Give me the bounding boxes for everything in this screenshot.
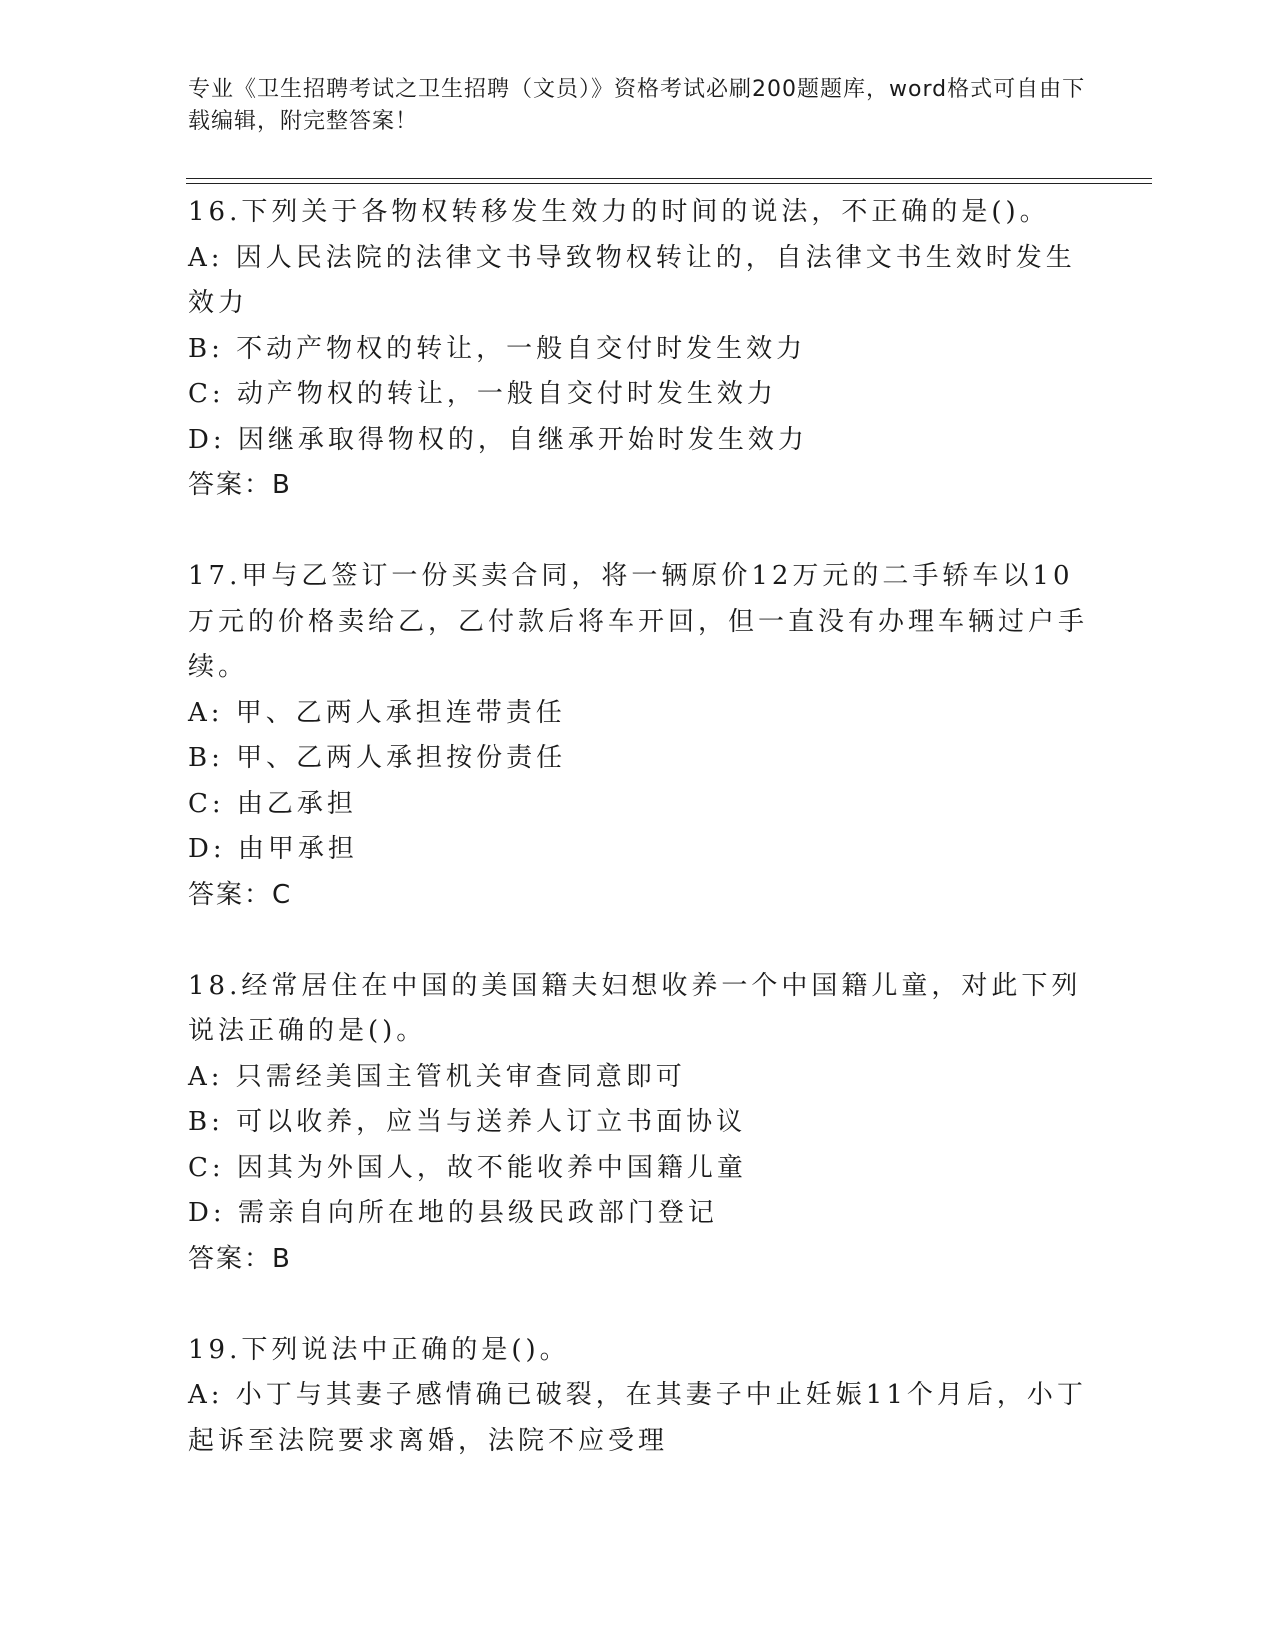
question-stem: 17.甲与乙签订一份买卖合同，将一辆原价12万元的二手轿车以10万元的价格卖给乙，乙付款后将车开回，但一直没有办理车辆过户手续。	[188, 561, 1089, 682]
answer-line: 答案：B	[188, 470, 292, 500]
question-stem: 16.下列关于各物权转移发生效力的时间的说法，不正确的是()。	[188, 197, 1050, 227]
option-a: A: 甲、乙两人承担连带责任	[188, 697, 566, 728]
option-c: C: 因其为外国人，故不能收养中国籍儿童	[188, 1152, 747, 1183]
answer-line: 答案：B	[188, 1243, 292, 1274]
answer-line: 答案：C	[188, 879, 293, 910]
option-b: B: 可以收养，应当与送养人订立书面协议	[188, 1107, 747, 1137]
option-d: D: 需亲自向所在地的县级民政部门登记	[188, 1198, 718, 1228]
option-d: D: 由甲承担	[188, 834, 358, 864]
question-stem: 18.经常居住在中国的美国籍夫妇想收养一个中国籍儿童，对此下列说法正确的是()。	[188, 970, 1082, 1046]
question-spacer	[188, 918, 1088, 964]
question-19	[188, 1328, 1088, 1465]
option-a: A: 因人民法院的法律文书导致物权转让的，自法律文书生效时发生效力	[188, 242, 1076, 318]
header-divider-top	[186, 178, 1152, 179]
header-divider-bottom	[186, 183, 1152, 184]
question-list	[188, 190, 1088, 1464]
option-c: C: 由乙承担	[188, 788, 357, 819]
question-spacer	[188, 509, 1088, 555]
document-header: 专业《卫生招聘考试之卫生招聘（文员）》资格考试必刷200题题库，word格式可自由下载编辑，附完整答案！	[188, 77, 1086, 134]
option-a: A: 小丁与其妻子感情确已破裂，在其妻子中止妊娠11个月后，小丁起诉至法院要求离婚，法院不应受理	[188, 1380, 1087, 1456]
option-d: D: 因继承取得物权的，自继承开始时发生效力	[188, 424, 808, 455]
question-16	[188, 190, 1088, 509]
question-spacer	[188, 1282, 1088, 1328]
question-18	[188, 964, 1088, 1283]
question-17	[188, 554, 1088, 918]
option-b: B: 不动产物权的转让，一般自交付时发生效力	[188, 333, 807, 364]
option-a: A: 只需经美国主管机关审查同意即可	[188, 1061, 686, 1092]
option-c: C: 动产物权的转让，一般自交付时发生效力	[188, 379, 777, 409]
option-b: B: 甲、乙两人承担按份责任	[188, 743, 567, 773]
question-stem: 19.下列说法中正确的是()。	[188, 1334, 570, 1365]
